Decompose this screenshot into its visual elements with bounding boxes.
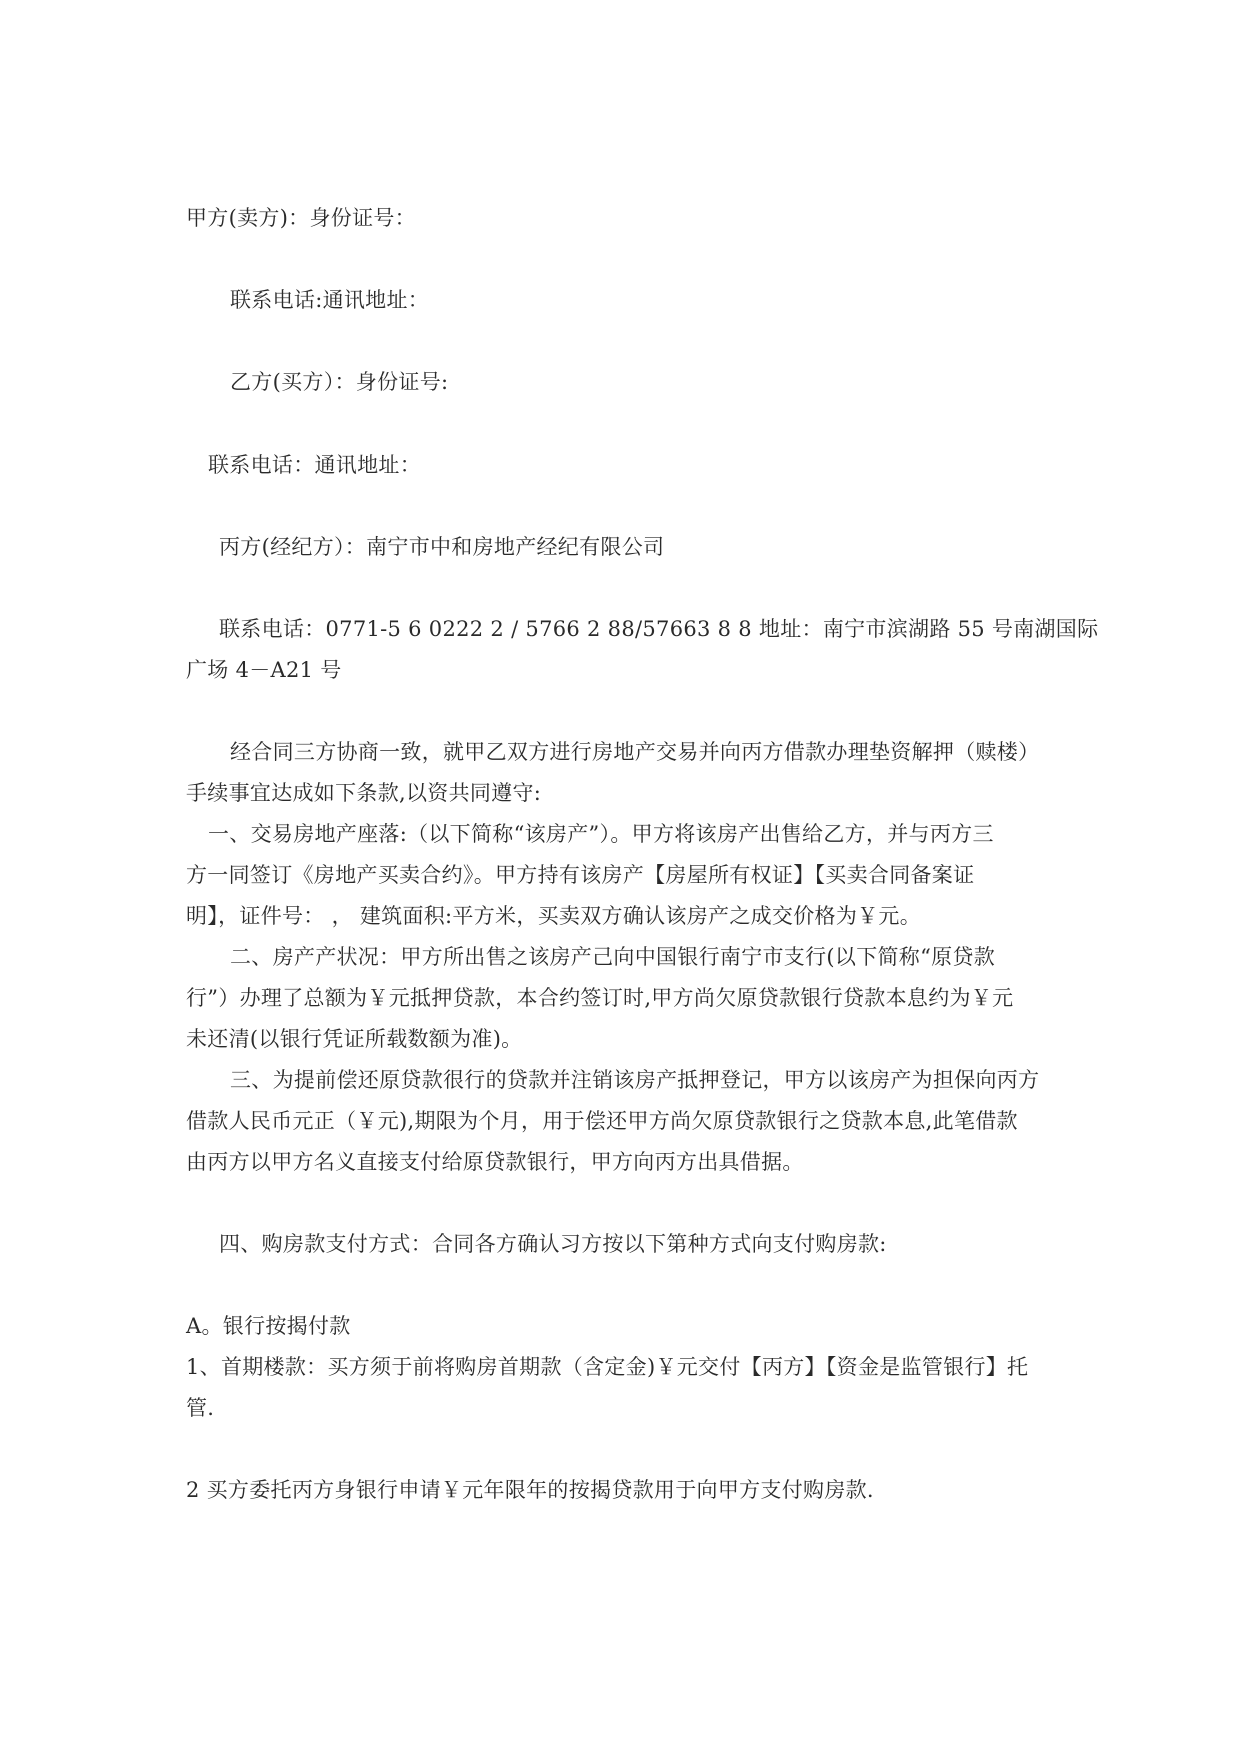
party-a-line: 甲方(卖方)：身份证号： <box>186 206 416 230</box>
clause-3-line-1: 三、为提前偿还原贷款很行的贷款并注销该房产抵押登记，甲方以该房产为担保向丙方 <box>230 1068 1040 1092</box>
section-a-title: A。银行按揭付款 <box>186 1314 351 1338</box>
party-c-line: 丙方(经纪方）：南宁市中和房地产经纪有限公司 <box>219 535 665 559</box>
clause-2-line-1: 二、房产产状况：甲方所出售之该房产己向中国银行南宁市支行(以下简称“原贷款 <box>230 945 996 969</box>
section-a-item-2: 2 买方委托丙方身银行申请￥元年限年的按揭贷款用于向甲方支付购房款. <box>186 1478 874 1502</box>
clause-1-line-2: 方一同签订《房地产买卖合约》。甲方持有该房产【房屋所有权证】【买卖合同备案证 <box>186 863 975 887</box>
intro-line-2: 手续事宜达成如下条款,以资共同遵守: <box>186 781 542 805</box>
party-a-contact-line: 联系电话:通讯地址： <box>230 288 430 312</box>
clause-2-line-3: 未还清(以银行凭证所载数额为准)。 <box>186 1027 523 1051</box>
clause-4-line-1: 四、购房款支付方式：合同各方确认习方按以下第种方式向支付购房款: <box>219 1232 887 1256</box>
clause-3-line-2: 借款人民币元正（￥元),期限为个月，用于偿还甲方尚欠原贷款银行之贷款本息,此笔借款 <box>186 1109 1018 1133</box>
clause-3-line-3: 由丙方以甲方名义直接支付给原贷款银行，甲方向丙方出具借据。 <box>186 1150 804 1174</box>
party-b-line: 乙方(买方）：身份证号: <box>230 370 449 394</box>
party-b-contact-line: 联系电话：通讯地址： <box>208 453 421 477</box>
section-a-item-1-line-1: 1、首期楼款：买方须于前将购房首期款（含定金)￥元交付【丙方】【资金是监管银行】托 <box>186 1355 1029 1379</box>
party-c-contact-line-2: 广场 4－A21 号 <box>186 658 342 682</box>
party-c-contact-line-1: 联系电话：0771-5 6 0222 2 / 5766 2 88/57663 8 8 地址：南宁市滨湖路 55 号南湖国际 <box>219 617 1099 641</box>
clause-1-line-3: 明】，证件号： ， 建筑面积:平方米，买卖双方确认该房产之成交价格为￥元。 <box>186 904 922 928</box>
section-a-item-1-line-2: 管. <box>186 1396 215 1420</box>
clause-2-line-2: 行”）办理了总额为￥元抵押贷款，本合约签订时,甲方尚欠原贷款银行贷款本息约为￥元 <box>186 986 1014 1010</box>
clause-1-line-1: 一、交易房地产座落:（以下简称“该房产”）。甲方将该房产出售给乙方，并与丙方三 <box>208 822 994 846</box>
intro-line-1: 经合同三方协商一致，就甲乙双方进行房地产交易并向丙方借款办理垫资解押（赎楼） <box>230 740 1040 764</box>
